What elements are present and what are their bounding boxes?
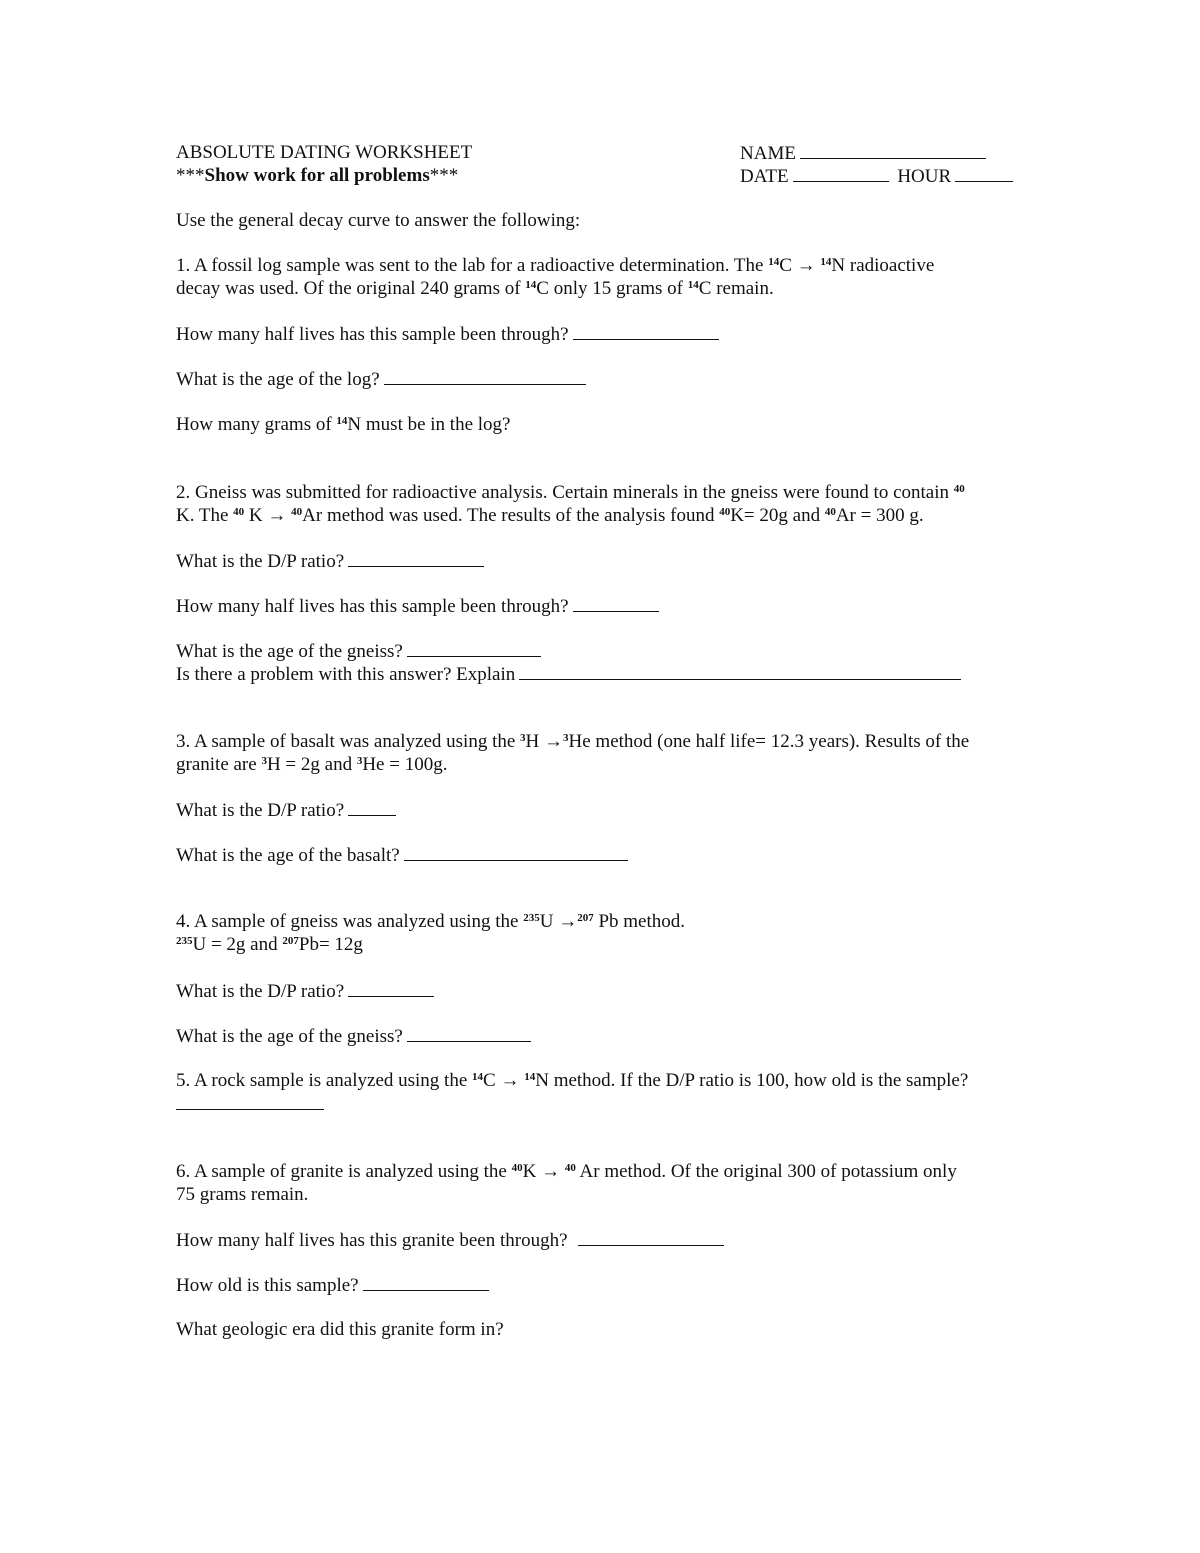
q1-half-lives-blank[interactable] [573, 323, 719, 340]
text-fragment: What is the age of the log? [176, 369, 380, 390]
text-fragment: K. The [176, 505, 234, 526]
isotope-superscript: 207 [282, 935, 299, 947]
name-blank[interactable] [800, 142, 986, 159]
isotope-superscript: 40 [824, 506, 836, 518]
text-fragment: *** [176, 165, 205, 186]
q2-half-lives-blank[interactable] [573, 595, 659, 612]
text-fragment: What is the age of the gneiss? [176, 641, 403, 662]
q6-half-lives-blank[interactable] [578, 1229, 724, 1246]
q3-age-question [176, 844, 628, 867]
text-fragment: Show work for all problems [204, 165, 430, 186]
q4-age-blank[interactable] [407, 1025, 531, 1042]
q1-half-lives-question [176, 323, 719, 346]
q1-age-question [176, 368, 586, 391]
q3-age-blank[interactable] [404, 844, 628, 861]
q4-text-line1 [176, 911, 685, 933]
q6-age-blank[interactable] [363, 1274, 489, 1291]
date-hour-field [740, 165, 1013, 188]
isotope-superscript: 235 [176, 935, 193, 947]
isotope-superscript: 3 [520, 732, 526, 744]
q4-dp-ratio-blank[interactable] [348, 980, 434, 997]
text-fragment: N radioactive [831, 255, 935, 276]
hour-blank[interactable] [955, 165, 1013, 182]
text-fragment: N must be in the log? [347, 414, 511, 435]
text-fragment: HOUR [897, 166, 952, 187]
text-fragment: 4. A sample of gneiss was analyzed using the [176, 911, 524, 932]
isotope-superscript: 40 [511, 1162, 523, 1174]
text-fragment: 2. Gneiss was submitted for radioactive analysis. Certain minerals in the gneiss were found to contain [176, 482, 954, 503]
q1-text-line2 [176, 278, 774, 300]
intro-text: Use the general decay curve to answer the following: [176, 210, 581, 231]
text-fragment: What is the D/P ratio? [176, 981, 345, 1002]
worksheet-title [176, 142, 472, 164]
isotope-superscript: 14 [472, 1071, 484, 1083]
text-fragment: 3. A sample of basalt was analyzed using the [176, 731, 521, 752]
q6-text-line2: 75 grams remain. [176, 1184, 309, 1205]
q2-dp-ratio-question [176, 550, 484, 573]
text-fragment: K → [522, 1161, 565, 1182]
text-fragment: K → [244, 505, 292, 526]
date-blank[interactable] [793, 165, 889, 182]
text-fragment: NAME [740, 143, 796, 164]
q3-dp-ratio-question [176, 799, 396, 822]
q2-half-lives-question [176, 595, 659, 618]
text-fragment: Ar = 300 g. [835, 505, 924, 526]
isotope-superscript: 3 [563, 732, 569, 744]
text-fragment: decay was used. Of the original 240 grams of [176, 278, 526, 299]
text-fragment: How many half lives has this sample been through? [176, 596, 569, 617]
text-fragment: What is the D/P ratio? [176, 551, 345, 572]
text-fragment: C → [779, 255, 821, 276]
q5-answer-line [176, 1093, 324, 1116]
isotope-superscript: 14 [525, 279, 537, 291]
q2-explain-blank[interactable] [519, 663, 961, 680]
text-fragment: C only 15 grams of [536, 278, 688, 299]
isotope-superscript: 3 [261, 755, 267, 767]
text-fragment: Ar method. Of the original 300 of potassium only [575, 1161, 957, 1182]
text-fragment: U → [539, 911, 578, 932]
q2-explain-question [176, 663, 961, 686]
instruction-line [176, 165, 458, 187]
text-fragment: He method (one half life= 12.3 years). Results of the [568, 731, 970, 752]
q2-dp-ratio-blank[interactable] [348, 550, 484, 567]
text-fragment: *** [429, 165, 459, 186]
text-fragment: 5. A rock sample is analyzed using the [176, 1070, 473, 1091]
text-fragment: DATE [740, 166, 789, 187]
text-fragment: ABSOLUTE DATING WORKSHEET [176, 142, 473, 163]
isotope-superscript: 40 [291, 506, 303, 518]
q6-era-question: What geologic era did this granite form in? [176, 1319, 504, 1340]
isotope-superscript: 3 [356, 755, 363, 767]
isotope-superscript: 40 [719, 506, 731, 518]
q1-text-line1 [176, 255, 934, 277]
isotope-superscript: 235 [523, 912, 540, 924]
q6-half-lives-question [176, 1229, 724, 1252]
text-fragment: C → [483, 1070, 525, 1091]
text-fragment: How old is this sample? [176, 1275, 359, 1296]
text-fragment: Ar method was used. The results of the analysis found [302, 505, 720, 526]
isotope-superscript: 14 [820, 256, 832, 268]
text-fragment: H = 2g and [266, 754, 357, 775]
isotope-superscript: 40 [233, 506, 245, 518]
text-fragment: What is the age of the gneiss? [176, 1026, 403, 1047]
q2-text-line2 [176, 505, 924, 527]
text-fragment: U = 2g and [192, 934, 283, 955]
isotope-superscript: 14 [687, 279, 699, 291]
isotope-superscript: 40 [953, 483, 965, 495]
q1-nitrogen-question [176, 414, 510, 436]
text-fragment: Is there a problem with this answer? Explain [176, 664, 516, 685]
text-fragment: K= 20g and [730, 505, 825, 526]
isotope-superscript: 40 [564, 1162, 576, 1174]
q5-text [176, 1070, 968, 1092]
q1-age-blank[interactable] [384, 368, 586, 385]
text-fragment: What is the D/P ratio? [176, 800, 345, 821]
isotope-superscript: 14 [768, 256, 780, 268]
text-fragment: How many grams of [176, 414, 337, 435]
q6-age-question [176, 1274, 489, 1297]
name-field [740, 142, 986, 165]
text-fragment: What is the age of the basalt? [176, 845, 400, 866]
text-fragment: How many half lives has this sample been through? [176, 324, 569, 345]
q4-age-question [176, 1025, 531, 1048]
q3-text-line1 [176, 731, 969, 753]
text-fragment: He = 100g. [362, 754, 448, 775]
text-fragment: 1. A fossil log sample was sent to the lab for a radioactive determination. The [176, 255, 769, 276]
q2-text-line1 [176, 482, 965, 504]
text-fragment: C remain. [698, 278, 774, 299]
isotope-superscript: 14 [336, 415, 348, 427]
q3-text-line2 [176, 754, 447, 776]
isotope-superscript: 14 [524, 1071, 536, 1083]
q3-dp-ratio-blank[interactable] [348, 799, 396, 816]
text-fragment: N method. If the D/P ratio is 100, how old is the sample? [535, 1070, 969, 1091]
q6-text-line1 [176, 1161, 957, 1183]
q2-age-question [176, 640, 541, 663]
q4-text-line2 [176, 934, 363, 956]
q5-age-blank[interactable] [176, 1093, 324, 1110]
text-fragment: H → [525, 731, 564, 752]
text-fragment: granite are [176, 754, 262, 775]
text-fragment: How many half lives has this granite been through? [176, 1230, 568, 1251]
q4-dp-ratio-question [176, 980, 434, 1003]
text-fragment: 6. A sample of granite is analyzed using the [176, 1161, 512, 1182]
text-fragment: Pb= 12g [298, 934, 363, 955]
text-fragment: Pb method. [593, 911, 686, 932]
isotope-superscript: 207 [577, 912, 594, 924]
q2-age-blank[interactable] [407, 640, 541, 657]
